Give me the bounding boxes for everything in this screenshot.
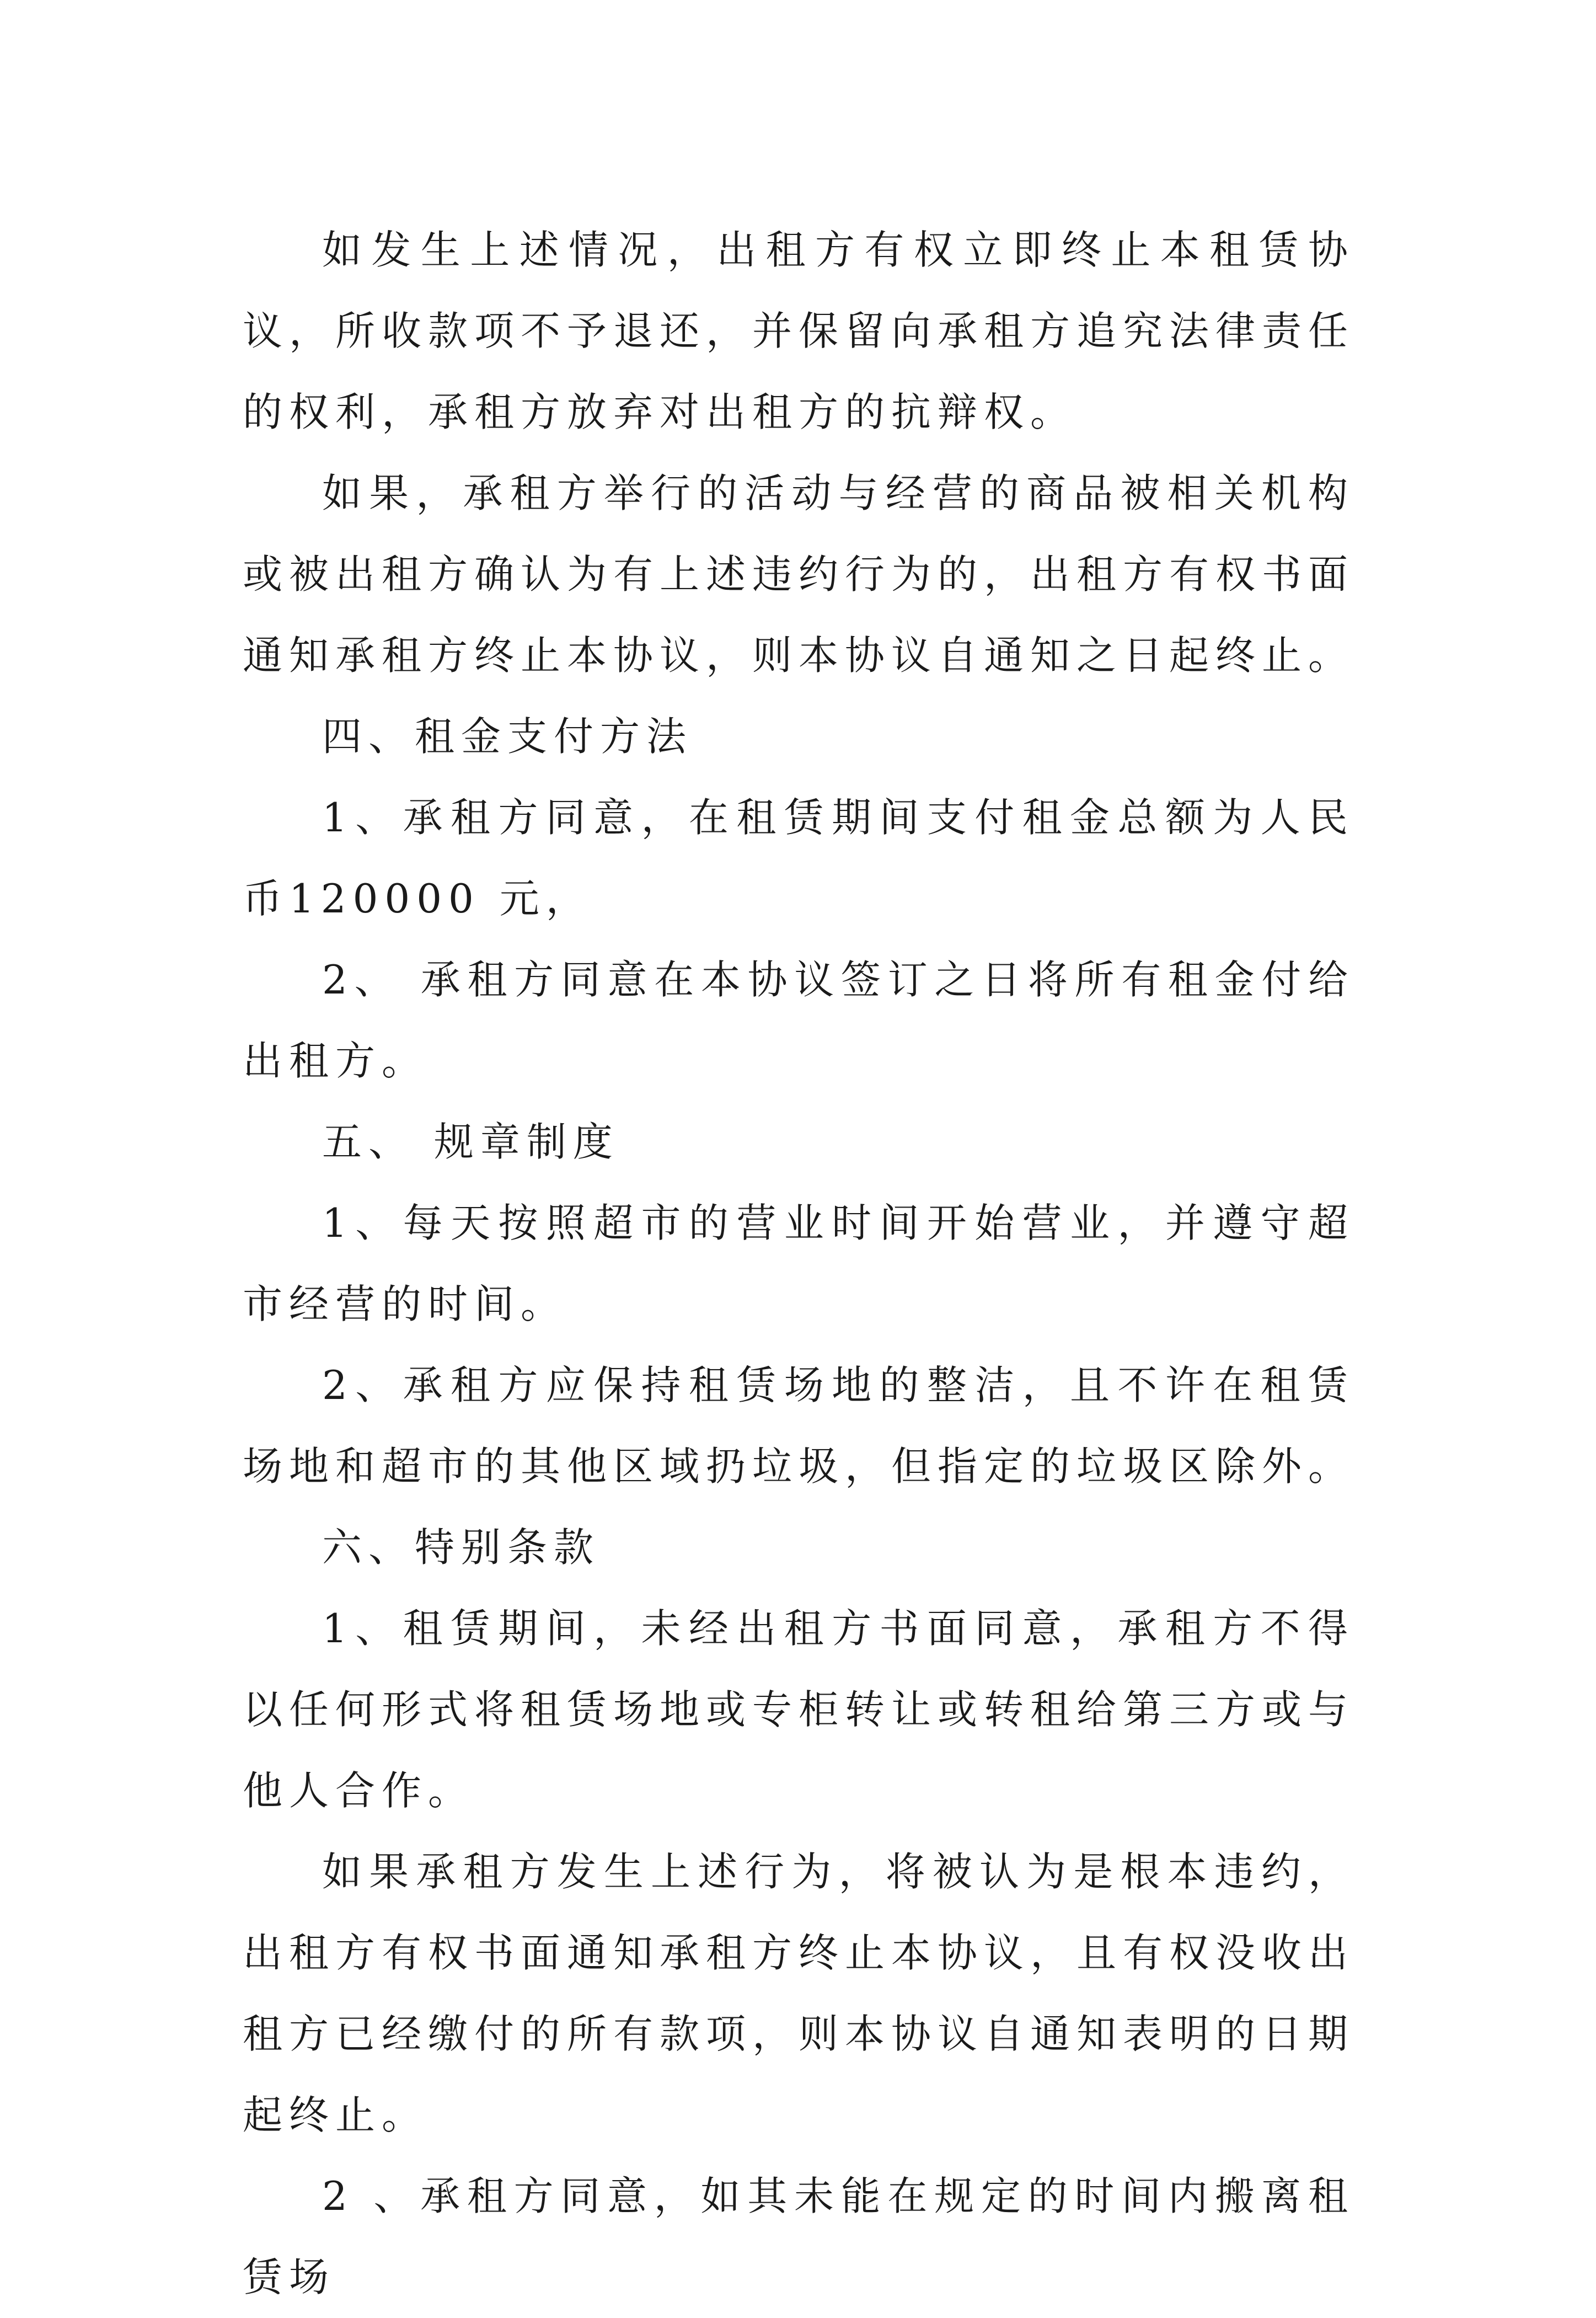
paragraph-breach-consequence: 如果承租方发生上述行为，将被认为是根本违约，出租方有权书面通知承租方终止本协议，且有权没收出租方已经缴付的所有款项，则本协议自通知表明的日期起终止。 (243, 1849, 1355, 2138)
document-body (243, 210, 1354, 2318)
paragraph-vacate-deadline: 2 、承租方同意，如其未能在规定的时间内搬离租赁场 (243, 2173, 1354, 2300)
section-heading-rent-payment: 四、租金支付方法 (322, 713, 693, 760)
section-heading-rules: 五、 规章制度 (322, 1119, 619, 1165)
paragraph-violation-notice: 如果，承租方举行的活动与经营的商品被相关机构或被出租方确认为有上述违约行为的，出租方有权书面通知承租方终止本协议，则本协议自通知之日起终止。 (243, 470, 1355, 679)
paragraph-rent-total: 1、承租方同意，在租赁期间支付租金总额为人民币120000 元， (243, 794, 1354, 922)
section-heading-special-terms: 六、特别条款 (322, 1524, 601, 1571)
paragraph-business-hours: 1、每天按照超市的营业时间开始营业，并遵守超市经营的时间。 (243, 1200, 1354, 1327)
paragraph-rent-timing: 2、 承租方同意在本协议签订之日将所有租金付给出租方。 (243, 957, 1354, 1084)
paragraph-termination-rights: 如发生上述情况，出租方有权立即终止本租赁协议，所收款项不予退还，并保留向承租方追究法律责任的权利，承租方放弃对出租方的抗辩权。 (243, 227, 1355, 435)
paragraph-cleanliness: 2、承租方应保持租赁场地的整洁，且不许在租赁场地和超市的其他区域扔垃圾，但指定的垃圾区除外。 (243, 1362, 1355, 1489)
paragraph-no-sublease: 1、租赁期间，未经出租方书面同意，承租方不得以任何形式将租赁场地或专柜转让或转租给第三方或与他人合作。 (243, 1605, 1355, 1814)
